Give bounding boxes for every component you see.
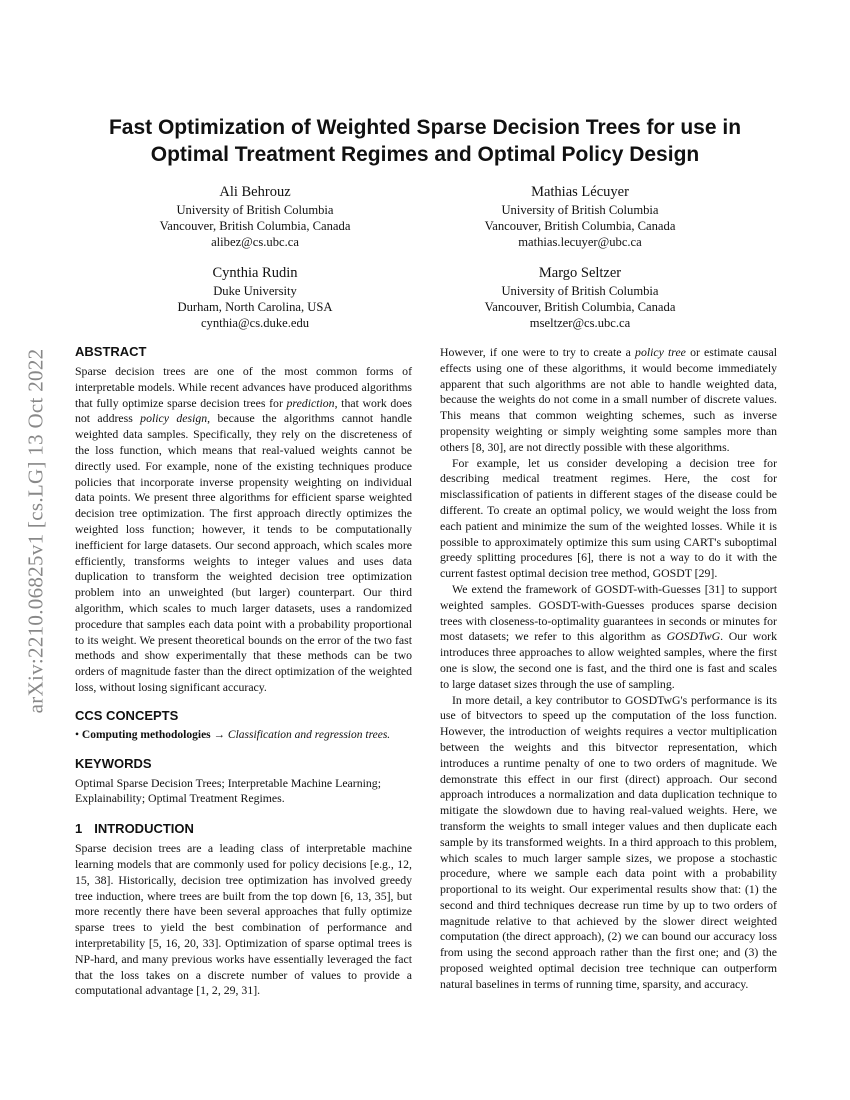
author-block-behrouz bbox=[100, 183, 410, 250]
intro-paragraph-1: Sparse decision trees are a leading class of interpretable machine learning models that are commonly used for policy decisions [e.g., 12, 15, 38]. Historically, decision tree optimization has involved greedy tree induction, where trees are built from the top down [6, 13, 35], but more recently there have been several approaches that fully optimize sparse trees to yield the best combination of performance and interpretability [5, 16, 20, 33]. Optimization of sparse optimal trees is NP-hard, and many previous works have essentially leveraged the fact that the loss takes on a discrete number of values to provide a computational advantage [1, 2, 29, 31]. bbox=[75, 841, 412, 998]
intro-paragraph-4: We extend the framework of GOSDT-with-Guesses [31] to support weighted samples. GOSDT-with-Guesses produces sparse decision trees with closeness-to-optimality guarantees in seconds or minutes for most datasets; we refer to this algorithm as GOSDTwG. Our work introduces three approaches to allow weighted samples, where the first one is slow, the second one is fast, and the third one is fast and scales to large dataset sizes through the use of sampling. bbox=[440, 581, 777, 691]
author-affiliation: University of British Columbia bbox=[501, 203, 659, 217]
abstract-heading: ABSTRACT bbox=[75, 344, 147, 359]
author-name: Margo Seltzer bbox=[538, 265, 622, 281]
author-location: Vancouver, British Columbia, Canada bbox=[159, 219, 351, 233]
author-block-seltzer bbox=[425, 264, 735, 331]
author-block-lecuyer bbox=[425, 183, 735, 250]
paper-title bbox=[60, 114, 790, 168]
right-column bbox=[440, 345, 777, 993]
author-email: mseltzer@cs.ubc.ca bbox=[529, 316, 631, 330]
arxiv-stamp-text: arXiv:2210.06825v1 [cs.LG] 13 Oct 2022 bbox=[23, 348, 48, 714]
author-email: cynthia@cs.duke.edu bbox=[200, 316, 310, 330]
intro-paragraph-3: For example, let us consider developing a decision tree for describing medical treatment regimes. Here, the cost for misclassification of patients in different stages of the disease could be different. To create an optimal policy, we would weight the loss from each patient and minimize the sum of the weighted losses. While it is possible to approximately optimize this sum using CART's suboptimal greedy splitting procedures [6], there is not a way to do it with the current fastest optimal decision tree method, GOSDT [29]. bbox=[440, 455, 777, 581]
arxiv-stamp bbox=[20, 296, 52, 766]
keywords-heading: KEYWORDS bbox=[75, 755, 152, 771]
author-location: Durham, North Carolina, USA bbox=[177, 300, 333, 314]
author-block-rudin bbox=[100, 264, 410, 331]
author-affiliation: University of British Columbia bbox=[501, 284, 659, 298]
abstract-text: Sparse decision trees are one of the most common forms of interpretable models. While recent advances have produced algorithms that fully optimize sparse decision trees for prediction, that work does not address policy design, because the algorithms cannot handle weighted data samples. Specifically, they rely on the discreteness of the loss function, which means that real-valued weights cannot be directly used. For example, none of the existing techniques produce policies that incorporate inverse propensity weighting on individual data points. We present three algorithms for efficient sparse weighted decision tree optimization. The first approach directly optimizes the weighted loss function; however, it tends to be computationally inefficient for large datasets. Our second approach, which scales more efficiently, transforms weights to integer values and uses data duplication to transform the weighted decision tree optimization problem into an unweighted (but larger) counterpart. Our third algorithm, which scales to much larger datasets, uses a randomized procedure that samples each data point with a probability proportional to its weight. We present theoretical bounds on the error of the two fast methods and show experimentally that these methods can be two orders of magnitude faster than the direct optimization of the weighted loss, without losing significant accuracy. bbox=[75, 364, 412, 694]
author-name: Mathias Lécuyer bbox=[531, 184, 629, 200]
author-affiliation: Duke University bbox=[213, 284, 297, 298]
author-email: alibez@cs.ubc.ca bbox=[211, 235, 299, 249]
keywords-text: Optimal Sparse Decision Trees; Interpretable Machine Learning; Explainability; Optimal Treatment Regimes. bbox=[75, 775, 381, 806]
title-line-2: Optimal Treatment Regimes and Optimal Policy Design bbox=[150, 143, 700, 166]
author-name: Cynthia Rudin bbox=[212, 265, 298, 281]
author-affiliation: University of British Columbia bbox=[176, 203, 334, 217]
intro-paragraph-5: In more detail, a key contributor to GOSDTwG's performance is its use of bitvectors to speed up the computation of the loss function. However, the introduction of weights requires a vector multiplication between the weights and this bitvector representation, which introduces a runtime penalty of one to two orders of magnitude. We demonstrate this effect in our first (direct) approach. Our second approach introduces a normalization and data duplication technique to mitigate the slowdown due to having real-valued weights. Here, we transform the weights to small integer values and then duplicate each sample by its transformed weights. In a third approach to this problem, which scales to much larger sample sizes, we propose a stochastic procedure, where we sample each data point with a probability proportional to its weight. Our experimental results show that: (1) the second and third techniques decrease run time by up to two orders of magnitude relative to that achieved by the slower direct weighted computation (the direct approach), (2) we can bound our accuracy loss from using the second approach rather than the first one; and (3) the proposed weighted optimal decision tree technique can outperform natural baselines in terms of running time, sparsity, and accuracy. bbox=[440, 692, 777, 991]
author-email: mathias.lecuyer@ubc.ca bbox=[518, 235, 642, 249]
ccs-heading: CCS CONCEPTS bbox=[75, 707, 179, 723]
left-column bbox=[75, 344, 412, 999]
title-line-1: Fast Optimization of Weighted Sparse Decision Trees for use in bbox=[108, 116, 742, 139]
ccs-text: • Computing methodologies → Classification and regression trees. bbox=[75, 728, 391, 741]
author-name: Ali Behrouz bbox=[219, 184, 291, 200]
introduction-heading: 1 INTRODUCTION bbox=[75, 821, 194, 837]
intro-paragraph-2: However, if one were to try to create a policy tree or estimate causal effects using one of these algorithms, it would become immediately apparent that such algorithms are not able to handle weighted data, because the weights do not come in a small number of discrete values. This means that common weighting schemes, such as inverse propensity weighting or simply weighting some samples more than others [8, 30], are not directly possible with these algorithms. bbox=[440, 345, 777, 454]
author-location: Vancouver, British Columbia, Canada bbox=[484, 219, 676, 233]
author-location: Vancouver, British Columbia, Canada bbox=[484, 300, 676, 314]
